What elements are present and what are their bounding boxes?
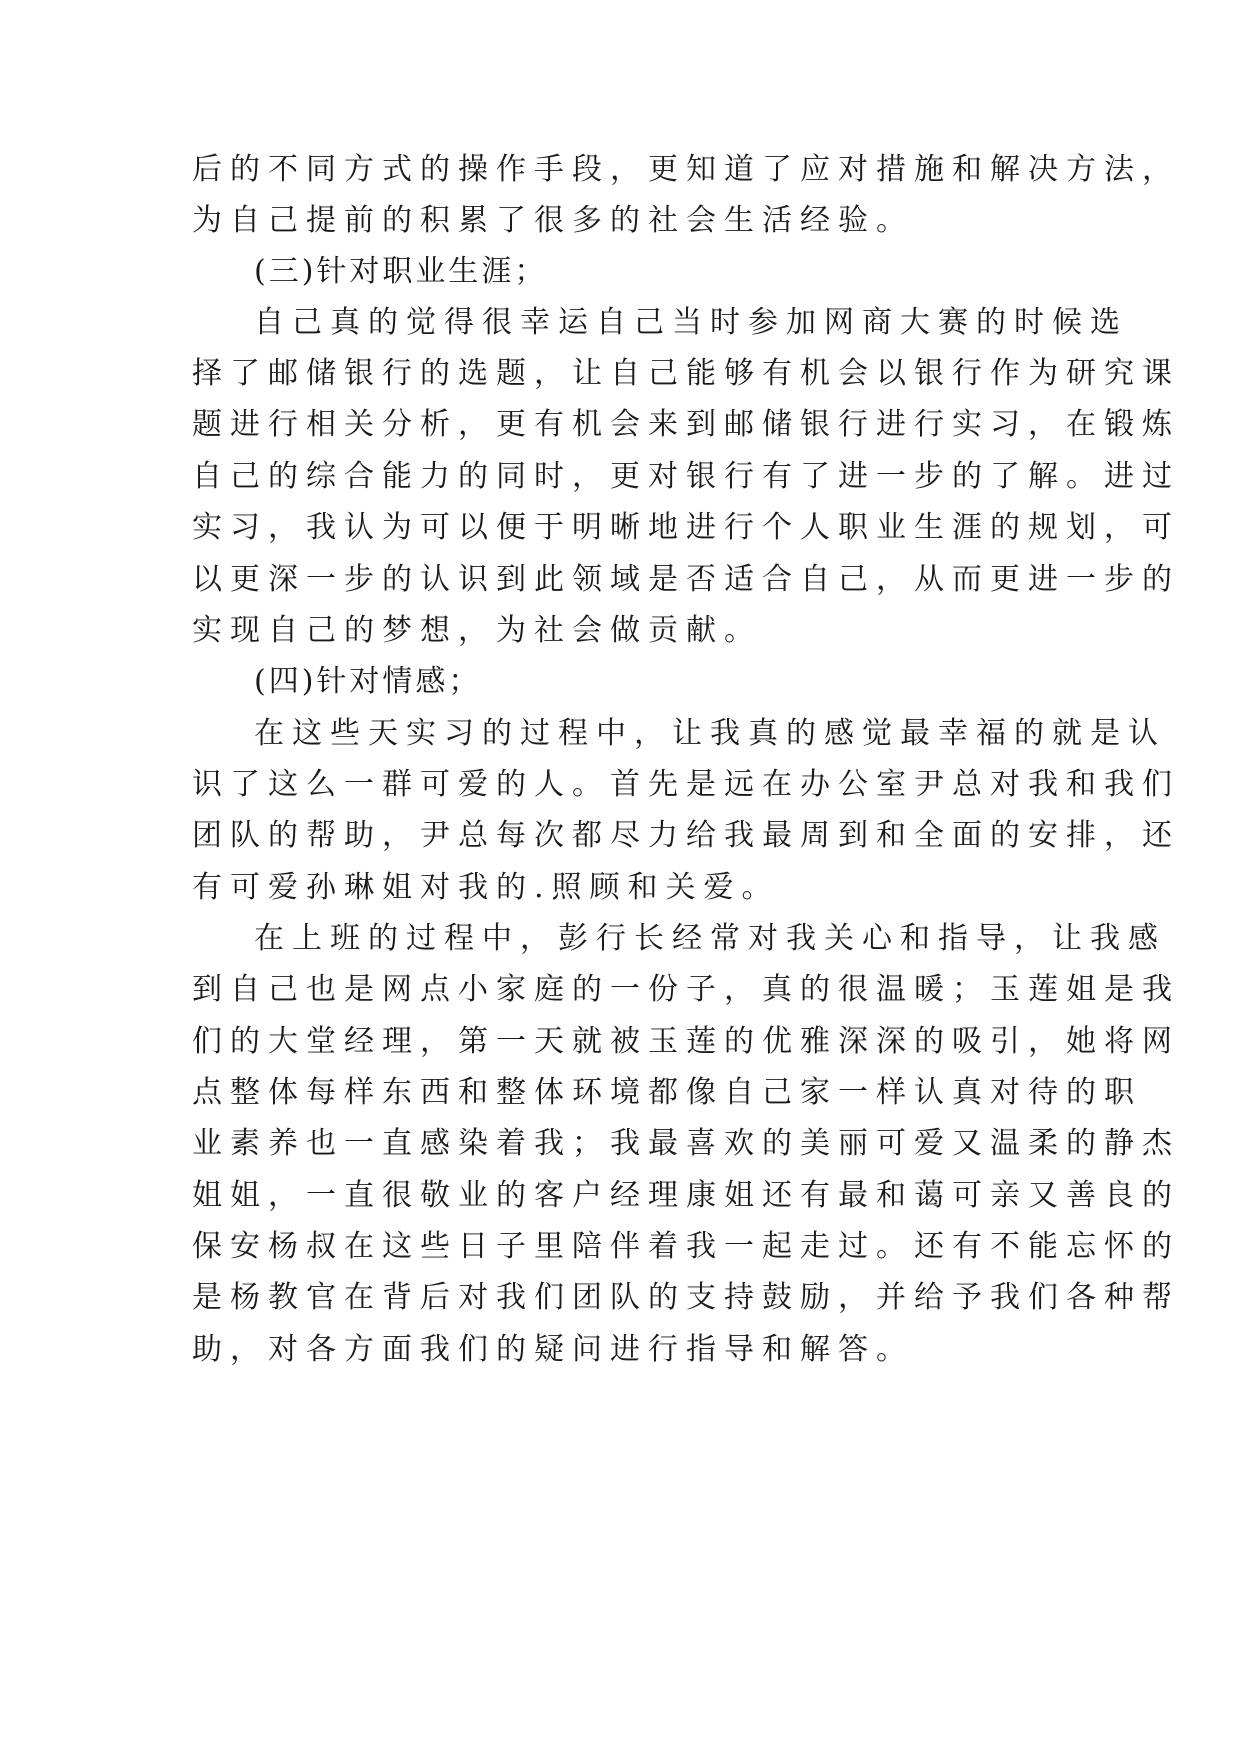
text-line: 是杨教官在背后对我们团队的支持鼓励，并给予我们各种帮: [192, 1280, 1180, 1315]
text-line: 在这些天实习的过程中，让我真的感觉最幸福的就是认: [254, 716, 1166, 751]
text-line: 有可爱孙琳姐对我的.照顾和关爱。: [192, 870, 780, 905]
text-line: 实现自己的梦想，为社会做贡献。: [192, 613, 762, 648]
text-line: 到自己也是网点小家庭的一份子，真的很温暖；玉莲姐是我: [192, 972, 1180, 1007]
text-line: 点整体每样东西和整体环境都像自己家一样认真对待的职: [192, 1075, 1142, 1110]
text-line: 为自己提前的积累了很多的社会生活经验。: [192, 203, 914, 238]
text-line: 自己的综合能力的同时，更对银行有了进一步的了解。进过: [192, 459, 1180, 494]
text-line: 以更深一步的认识到此领域是否适合自己，从而更进一步的: [192, 562, 1180, 597]
text-line: 择了邮储银行的选题，让自己能够有机会以银行作为研究课: [192, 356, 1180, 391]
text-line: 识了这么一群可爱的人。首先是远在办公室尹总对我和我们: [192, 767, 1180, 802]
text-line: 业素养也一直感染着我；我最喜欢的美丽可爱又温柔的静杰: [192, 1126, 1180, 1161]
section-heading: (三)针对职业生涯；: [254, 254, 548, 289]
text-line: 自己真的觉得很幸运自己当时参加网商大赛的时候选: [254, 305, 1128, 340]
text-line: 们的大堂经理，第一天就被玉莲的优雅深深的吸引，她将网: [192, 1024, 1180, 1059]
text-line: 姐姐，一直很敬业的客户经理康姐还有最和蔼可亲又善良的: [192, 1178, 1180, 1213]
section-heading: (四)针对情感；: [254, 664, 482, 699]
text-line: 团队的帮助，尹总每次都尽力给我最周到和全面的安排，还: [192, 818, 1180, 853]
text-line: 助，对各方面我们的疑问进行指导和解答。: [192, 1332, 914, 1367]
text-line: 实习，我认为可以便于明晰地进行个人职业生涯的规划，可: [192, 510, 1180, 545]
text-line: 保安杨叔在这些日子里陪伴着我一起走过。还有不能忘怀的: [192, 1229, 1180, 1264]
text-line: 题进行相关分析，更有机会来到邮储银行进行实习，在锻炼: [192, 407, 1180, 442]
text-line: 在上班的过程中，彭行长经常对我关心和指导，让我感: [254, 921, 1166, 956]
text-line: 后的不同方式的操作手段，更知道了应对措施和解决方法，: [192, 152, 1180, 187]
